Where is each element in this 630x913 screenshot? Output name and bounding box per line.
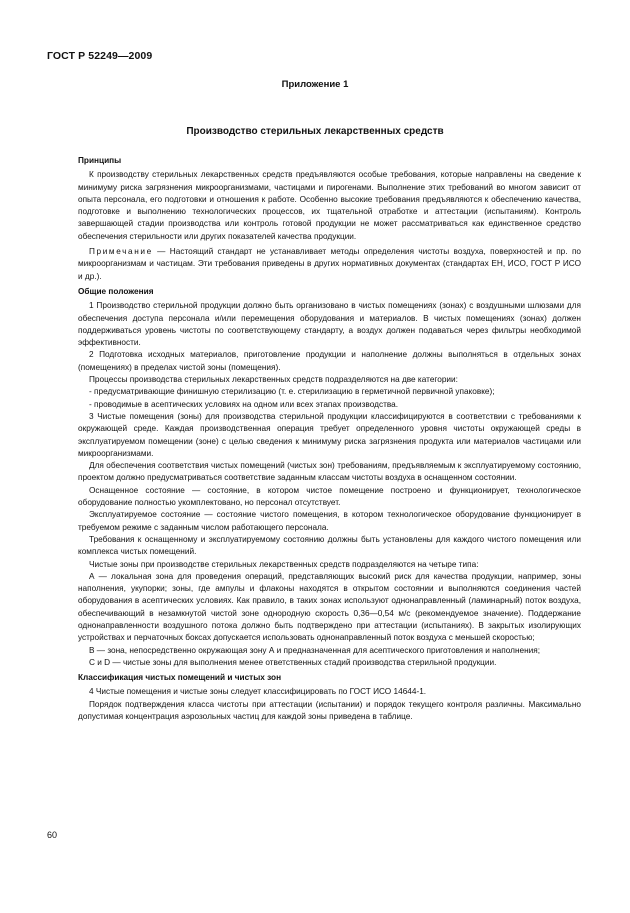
paragraph: Процессы производства стерильных лекарственных средств подразделяются на две категории: [89, 375, 458, 385]
note-text: — Настоящий стандарт не устанавливает методы определения чистоты воздуха, поверхностей и пр. по микроорганизмам и частицам. Эти требования приведены в других нормативных документах (стандартах ЕН, ИСО, ГОСТ Р ИСО и др.). [78, 247, 581, 281]
paragraph: С и D — чистые зоны для выполнения менее ответственных стадий производства стерильной продукции. [89, 657, 497, 667]
annex-label: Приложение 1 [281, 79, 349, 90]
paragraph: Эксплуатируемое состояние — состояние чистого помещения, в котором технологическое оборудование функционирует в требуемом режиме с заданным числом работающего персонала. [78, 510, 581, 532]
paragraph: Чистые зоны при производстве стерильных лекарственных средств подразделяются на четыре типа: [89, 559, 479, 569]
page-number: 60 [47, 830, 58, 840]
note-label: Примечание [89, 247, 153, 257]
section-heading-general: Общие положения [78, 286, 154, 296]
paragraph: 1 Производство стерильной продукции должно быть организовано в чистых помещениях (зонах) с воздушными шлюзами для обеспечения доступа персонала и/или перемещения оборудования и материалов. В чистых помещениях (зонах) должен поддерживаться уровень чистоты по соответствующему стандарту, а воздух должен подаваться через фильтры необходимой эффективности. [78, 301, 581, 348]
list-item: - проводимые в асептических условиях на одном или всех этапах производства. [89, 399, 399, 409]
section-heading-principles: Принципы [78, 156, 122, 165]
paragraph: 2 Подготовка исходных материалов, приготовление продукции и наполнение должны выполняться в отдельных зонах (помещениях) в пределах чистой зоны (помещения). [78, 350, 581, 372]
standard-designation: ГОСТ Р 52249—2009 [47, 50, 153, 62]
document-body [78, 154, 581, 723]
paragraph: В — зона, непосредственно окружающая зону А и предназначенная для асептического приготовления и наполнения; [89, 645, 541, 655]
note-paragraph [78, 246, 581, 283]
section-heading-classification: Классификация чистых помещений и чистых зон [78, 673, 282, 683]
paragraph: Оснащенное состояние — состояние, в котором чистое помещение построено и функционирует, технологическое оборудование полностью укомплектовано, но персонал отсутствует. [78, 485, 581, 508]
paragraph: К производству стерильных лекарственных средств предъявляются особые требования, которые направлены на сведение к минимуму риска загрязнения микроорганизмами, частицами и пирогенами. Выполнение этих требований во многом зависит от опыта персонала, его подготовки и отношения к работе. Особенно высокие требования предъявляются к обеспечению качества, подготовке и выполнению технологических процессов, их тщательной отработке и аттестации (испытаниям). Контроль завершающей стадии производства или контроль готовой продукции не может рассматриваться как единственное средство обеспечения стерильности или других показателей качества продукции. [78, 170, 581, 241]
paragraph: 4 Чистые помещения и чистые зоны следует классифицировать по ГОСТ ИСО 14644-1. [89, 687, 427, 697]
list-item: - предусматривающие финишную стерилизацию (т. е. стерилизацию в герметичной первичной упаковке); [89, 387, 495, 397]
paragraph: 3 Чистые помещения (зоны) для производства стерильной продукции классифицируются в соответствии с требованиями к окружающей среде. Каждая производственная операция требует определенного уровня чистоты окружающей среды в эксплуатируемом помещении (зоне) с целью сведения к минимуму риска загрязнения продукта или материалов частицами или микроорганизмами. [78, 411, 581, 458]
paragraph: А — локальная зона для проведения операций, представляющих высокий риск для качества продукции, например, зоны наполнения, укупорки; зоны, где ампулы и флаконы находятся в открытом состоянии и выполняются соединения частей оборудования в асептических условиях. Как правило, в таких зонах используют однонаправленный (ламинарный) поток воздуха, обеспечивающий в незамкнутой чистой зоне однородную скорость 0,36—0,54 м/с (рекомендуемое значение). Поддержание однонаправленности воздушного потока должно быть подтверждено при аттестации (испытаниях). В закрытых изолирующих устройствах и перчаточных боксах допускается использовать однонаправленный поток воздуха с меньшей скоростью; [78, 571, 581, 643]
paragraph: Для обеспечения соответствия чистых помещений (чистых зон) требованиям, предъявляемым к эксплуатируемому состоянию, проектом должно предусматриваться соответствие заданным классам чистоты воздуха в оснащенном состоянии. [78, 461, 581, 483]
paragraph: Порядок подтверждения класса чистоты при аттестации (испытании) и порядок текущего контроля различны. Максимально допустимая концентрация аэрозольных частиц для каждой зоны приведена в таблице. [78, 699, 581, 722]
document-title: Производство стерильных лекарственных средств [186, 126, 444, 137]
paragraph: Требования к оснащенному и эксплуатируемому состоянию должны быть установлены для каждого чистого помещения или комплекса чистых помещений. [78, 534, 581, 557]
